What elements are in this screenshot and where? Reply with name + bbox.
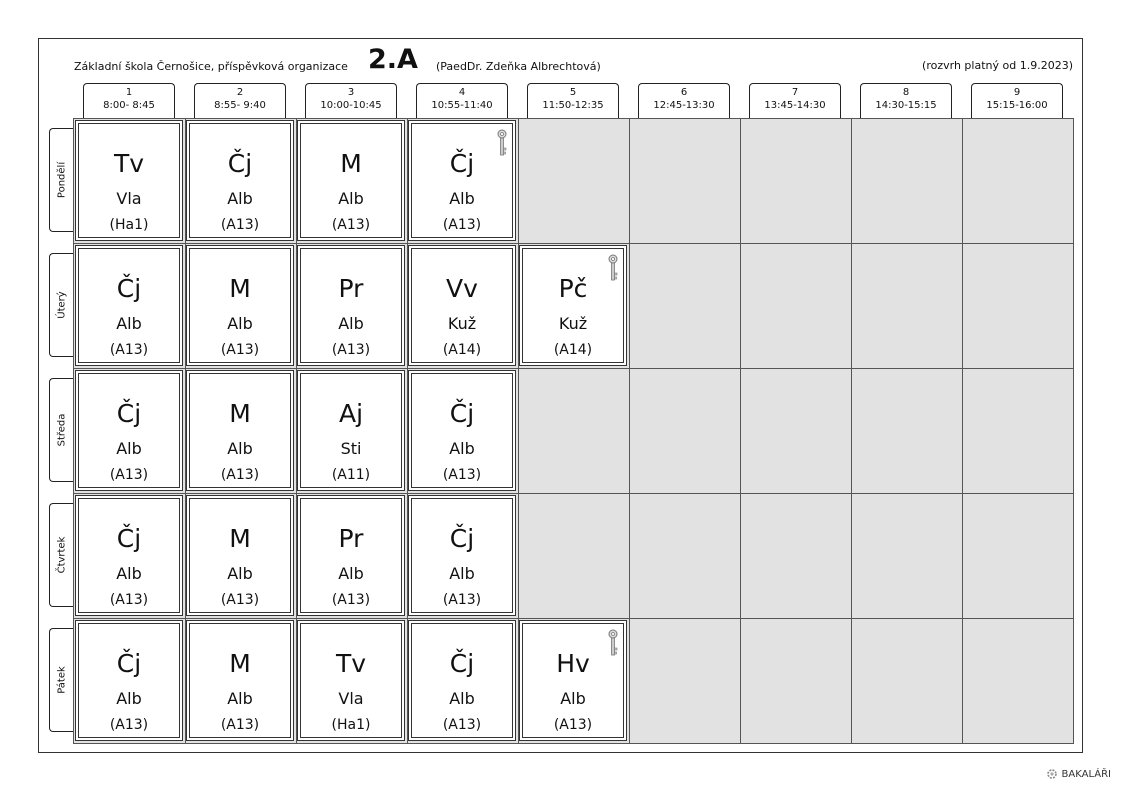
- lesson-cell[interactable]: [75, 120, 183, 241]
- lesson-teacher: Alb: [116, 689, 142, 708]
- lesson-teacher: Alb: [227, 689, 253, 708]
- lesson-room: (A13): [442, 592, 482, 608]
- period-header: [416, 83, 508, 118]
- lesson-room: (A13): [109, 592, 149, 608]
- period-number: 4: [458, 87, 466, 98]
- lesson-cell[interactable]: [75, 245, 183, 366]
- period-number: 5: [569, 87, 577, 98]
- grid-vertical-line: [962, 118, 963, 744]
- day-label-3: [49, 503, 73, 607]
- lesson-cell[interactable]: [186, 120, 294, 241]
- day-label-text: Úterý: [56, 291, 67, 319]
- lesson-teacher: Alb: [116, 314, 142, 333]
- grid-horizontal-line: [73, 493, 1074, 494]
- period-number: 9: [1013, 87, 1021, 98]
- period-number: 2: [236, 87, 244, 98]
- lesson-room: (A13): [442, 717, 482, 733]
- lesson-cell[interactable]: [186, 370, 294, 491]
- lesson-cell[interactable]: [297, 120, 405, 241]
- grid-vertical-line: [629, 118, 630, 744]
- lesson-teacher: Vla: [116, 189, 142, 208]
- lesson-cell[interactable]: [297, 370, 405, 491]
- grid-vertical-line: [851, 118, 852, 744]
- period-number: 1: [125, 87, 133, 98]
- lesson-subject: Čj: [449, 649, 475, 678]
- period-header: [305, 83, 397, 118]
- lesson-room: (A13): [109, 467, 149, 483]
- period-time: 13:45-14:30: [764, 100, 826, 111]
- bakalari-logo: [1046, 768, 1111, 780]
- lesson-cell[interactable]: [519, 245, 627, 366]
- lesson-room: (A13): [220, 592, 260, 608]
- lesson-teacher: Alb: [449, 689, 475, 708]
- lesson-teacher: Kuž: [447, 314, 477, 333]
- lesson-cell[interactable]: [297, 620, 405, 741]
- lesson-room: (A13): [331, 217, 371, 233]
- day-label-2: [49, 378, 73, 482]
- lesson-teacher: Alb: [227, 314, 253, 333]
- period-time: 10:00-10:45: [320, 100, 382, 111]
- lesson-cell[interactable]: [408, 245, 516, 366]
- lesson-room: (A13): [220, 342, 260, 358]
- lesson-room: (A13): [220, 217, 260, 233]
- lesson-cell[interactable]: [75, 370, 183, 491]
- lesson-subject: Čj: [449, 149, 475, 178]
- grid-vertical-line: [740, 118, 741, 744]
- lesson-teacher: Alb: [560, 689, 586, 708]
- period-header: [527, 83, 619, 118]
- lesson-room: (A14): [553, 342, 593, 358]
- grid-horizontal-line: [73, 368, 1074, 369]
- lesson-subject: Tv: [113, 149, 145, 178]
- lesson-room: (A11): [331, 467, 371, 483]
- class-teacher: (PaedDr. Zdeňka Albrechtová): [436, 60, 601, 73]
- lesson-subject: Pč: [558, 274, 588, 303]
- period-number: 7: [791, 87, 799, 98]
- day-label-text: Pátek: [56, 666, 67, 694]
- lesson-teacher: Alb: [227, 564, 253, 583]
- lesson-cell[interactable]: [186, 495, 294, 616]
- lesson-subject: M: [229, 399, 251, 428]
- day-label-0: [49, 128, 73, 232]
- period-time: 11:50-12:35: [542, 100, 604, 111]
- lesson-room: (Ha1): [109, 217, 149, 233]
- period-time: 10:55-11:40: [431, 100, 493, 111]
- school-name: Základní škola Černošice, příspěvková organizace: [74, 60, 348, 73]
- lesson-subject: Čj: [116, 399, 142, 428]
- lesson-teacher: Vla: [338, 689, 364, 708]
- lesson-subject: Čj: [227, 149, 253, 178]
- period-header: [638, 83, 730, 118]
- lesson-room: (A13): [442, 467, 482, 483]
- lesson-cell[interactable]: [408, 620, 516, 741]
- day-label-text: Pondělí: [56, 161, 67, 199]
- lesson-subject: Hv: [556, 649, 590, 678]
- lesson-teacher: Alb: [116, 439, 142, 458]
- period-header: [83, 83, 175, 118]
- lesson-teacher: Alb: [338, 189, 364, 208]
- lesson-teacher: Alb: [449, 564, 475, 583]
- lesson-teacher: Alb: [116, 564, 142, 583]
- validity-note: (rozvrh platný od 1.9.2023): [922, 59, 1073, 72]
- period-header: [971, 83, 1063, 118]
- day-label-text: Čtvrtek: [56, 536, 67, 574]
- lesson-cell[interactable]: [408, 495, 516, 616]
- grid-horizontal-line: [73, 243, 1074, 244]
- lesson-subject: Vv: [446, 274, 478, 303]
- lesson-subject: M: [229, 524, 251, 553]
- period-number: 3: [347, 87, 355, 98]
- lesson-room: (Ha1): [331, 717, 371, 733]
- lesson-teacher: Alb: [449, 189, 475, 208]
- day-label-4: [49, 628, 73, 732]
- class-name: 2.A: [368, 44, 418, 75]
- lesson-cell[interactable]: [519, 620, 627, 741]
- lesson-subject: Čj: [449, 524, 475, 553]
- period-time: 8:00- 8:45: [103, 100, 155, 111]
- lesson-subject: Pr: [338, 274, 364, 303]
- gear-icon: [1046, 768, 1058, 780]
- day-label-1: [49, 253, 73, 357]
- lesson-subject: Čj: [116, 649, 142, 678]
- lesson-room: (A13): [331, 592, 371, 608]
- lesson-room: (A13): [553, 717, 593, 733]
- lesson-subject: Čj: [116, 524, 142, 553]
- lesson-room: (A13): [442, 217, 482, 233]
- period-number: 6: [680, 87, 688, 98]
- lesson-room: (A13): [220, 717, 260, 733]
- key-icon: [497, 129, 507, 159]
- lesson-teacher: Sti: [340, 439, 362, 458]
- lesson-cell[interactable]: [297, 495, 405, 616]
- lesson-teacher: Alb: [227, 439, 253, 458]
- lesson-cell[interactable]: [75, 620, 183, 741]
- key-icon: [608, 254, 618, 284]
- grid-horizontal-line: [73, 618, 1074, 619]
- lesson-subject: Aj: [338, 399, 364, 428]
- lesson-subject: M: [340, 149, 362, 178]
- period-time: 15:15-16:00: [986, 100, 1048, 111]
- lesson-teacher: Alb: [227, 189, 253, 208]
- key-icon: [608, 629, 618, 659]
- lesson-cell[interactable]: [408, 370, 516, 491]
- period-time: 14:30-15:15: [875, 100, 937, 111]
- period-time: 12:45-13:30: [653, 100, 715, 111]
- lesson-cell[interactable]: [186, 620, 294, 741]
- lesson-subject: Čj: [449, 399, 475, 428]
- lesson-subject: M: [229, 274, 251, 303]
- period-header: [860, 83, 952, 118]
- lesson-room: (A13): [109, 717, 149, 733]
- lesson-subject: Pr: [338, 524, 364, 553]
- day-label-text: Středa: [56, 413, 67, 447]
- period-header: [749, 83, 841, 118]
- lesson-subject: Tv: [335, 649, 367, 678]
- lesson-cell[interactable]: [186, 245, 294, 366]
- logo-text: BAKALÁŘI: [1061, 768, 1111, 780]
- lesson-cell[interactable]: [75, 495, 183, 616]
- lesson-subject: M: [229, 649, 251, 678]
- lesson-teacher: Alb: [338, 564, 364, 583]
- lesson-room: (A13): [331, 342, 371, 358]
- lesson-cell[interactable]: [408, 120, 516, 241]
- period-time: 8:55- 9:40: [214, 100, 266, 111]
- lesson-subject: Čj: [116, 274, 142, 303]
- lesson-room: (A13): [220, 467, 260, 483]
- lesson-teacher: Kuž: [558, 314, 588, 333]
- period-header: [194, 83, 286, 118]
- lesson-teacher: Alb: [338, 314, 364, 333]
- lesson-teacher: Alb: [449, 439, 475, 458]
- lesson-cell[interactable]: [297, 245, 405, 366]
- lesson-room: (A13): [109, 342, 149, 358]
- lesson-room: (A14): [442, 342, 482, 358]
- period-number: 8: [902, 87, 910, 98]
